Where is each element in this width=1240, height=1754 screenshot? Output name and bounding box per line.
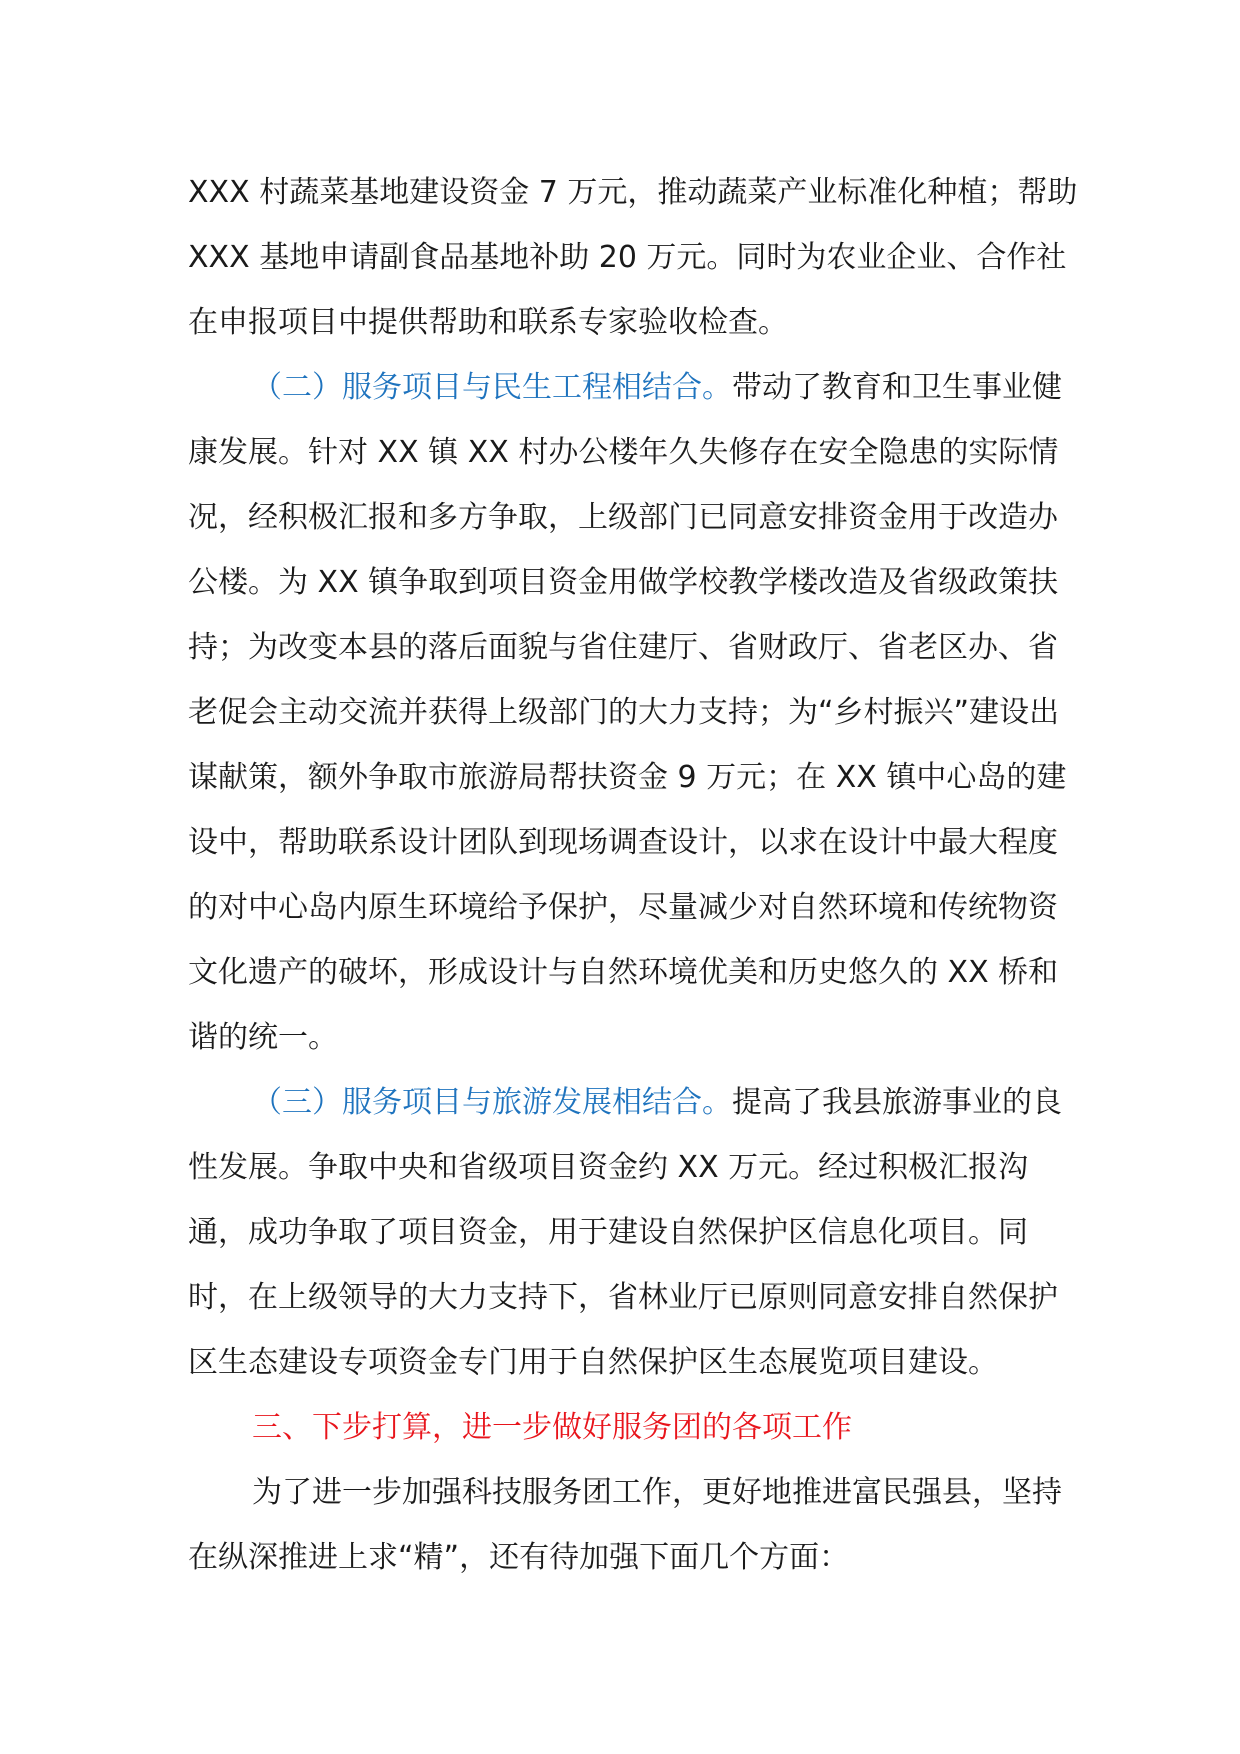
subheading-tourism: （三）服务项目与旅游发展相结合。: [252, 1085, 732, 1120]
section-heading-next-steps: 三、下步打算，进一步做好服务团的各项工作: [252, 1410, 852, 1445]
paragraph-tourism-projects: [188, 1070, 1080, 1395]
subheading-livelihood: （二）服务项目与民生工程相结合。: [252, 370, 732, 405]
paragraph-tourism-body: 提高了我县旅游事业的良性发展。争取中央和省级项目资金约 XX 万元。经过积极汇报沟通，成功争取了项目资金，用于建设自然保护区信息化项目。同时，在上级领导的大力支持下，省林业厅已原则同意安排自然保护区生态建设专项资金专门用于自然保护区生态展览项目建设。: [188, 1085, 1062, 1380]
paragraph-next-steps: 为了进一步加强科技服务团工作，更好地推进富民强县，坚持在纵深推进上求“精”，还有待加强下面几个方面：: [188, 1475, 1062, 1575]
paragraph-vegetable-funding: XXX 村蔬菜基地建设资金 7 万元，推动蔬菜产业标准化种植；帮助 XXX 基地申请副食品基地补助 20 万元。同时为农业企业、合作社在申报项目中提供帮助和联系专家验收检查。: [188, 175, 1078, 340]
paragraph-livelihood-body: 带动了教育和卫生事业健康发展。针对 XX 镇 XX 村办公楼年久失修存在安全隐患的实际情况，经积极汇报和多方争取，上级部门已同意安排资金用于改造办公楼。为 XX 镇争取到项目资金用做学校教学楼改造及省级政策扶持；为改变本县的落后面貌与省住建厅、省财政厅、省老区办、省老促会主动交流并获得上级部门的大力支持；为“乡村振兴”建设出谋献策，额外争取市旅游局帮扶资金 9 万元；在 XX 镇中心岛的建设中，帮助联系设计团队到现场调查设计，以求在设计中最大程度的对中心岛内原生环境给予保护，尽量减少对自然环境和传统物资文化遗产的破坏，形成设计与自然环境优美和历史悠久的 XX 桥和谐的统一。: [188, 370, 1067, 1055]
paragraph-livelihood-projects: [188, 355, 1080, 1070]
